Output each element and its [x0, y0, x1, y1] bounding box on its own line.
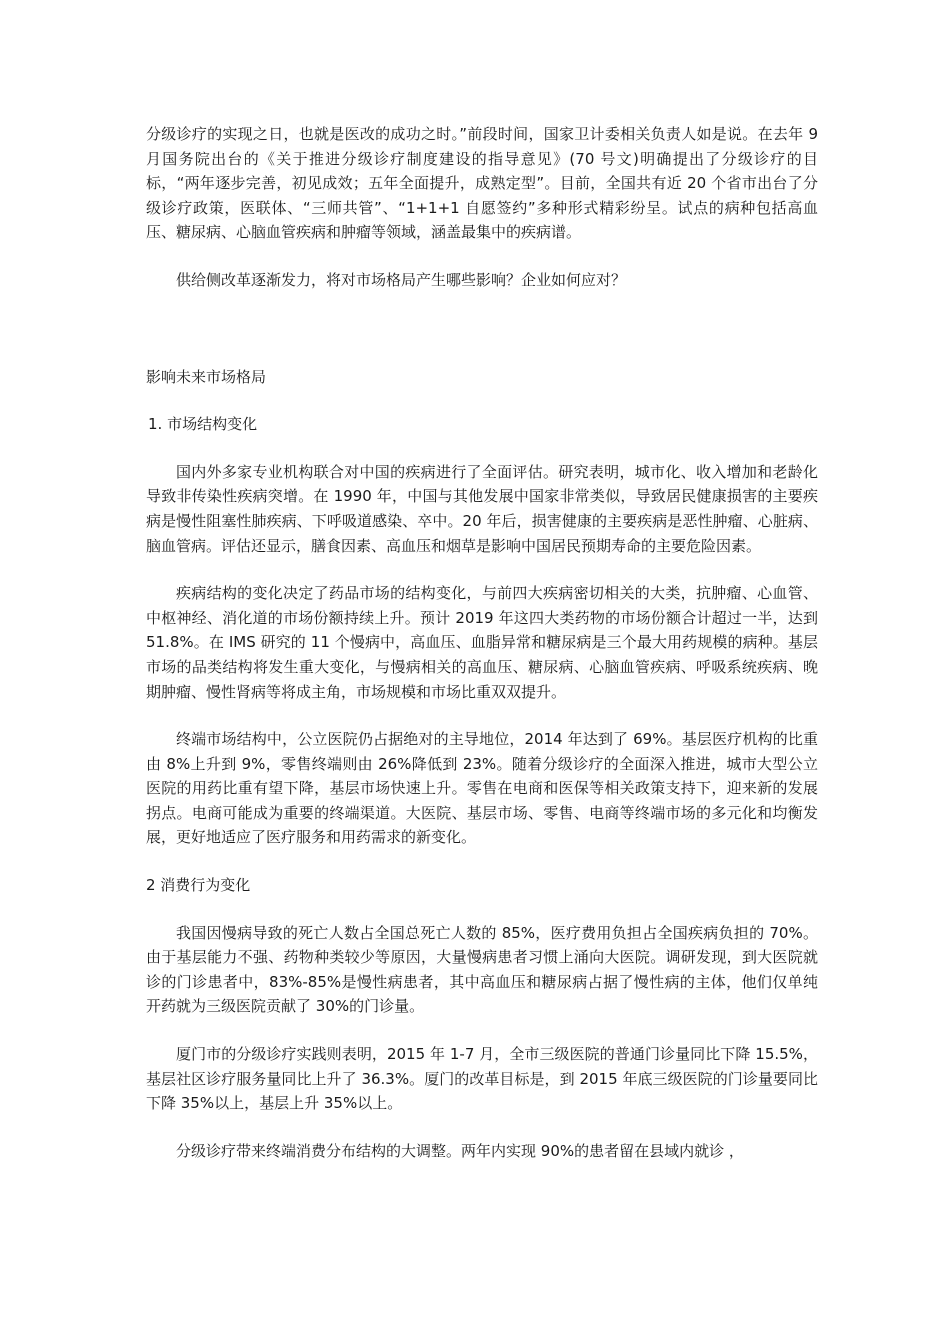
heading-market-structure: 1. 市场结构变化	[148, 415, 258, 434]
section-title: 影响未来市场格局	[146, 367, 267, 386]
document-body	[146, 122, 818, 1163]
heading-consumer-behavior: 2 消费行为变化	[146, 876, 251, 895]
paragraph-question: 供给侧改革逐渐发力，将对市场格局产生哪些影响？企业如何应对？	[176, 270, 627, 289]
paragraph-xiamen: 厦门市的分级诊疗实践则表明，2015 年 1-7 月，全市三级医院的普通门诊量同比下降 15.5%，基层社区诊疗服务量同比上升了 36.3%。厦门的改革目标是，到 2015 年底三级医院的门诊量要同比下降 35%以上，基层上升 35%以上。	[146, 1045, 818, 1113]
paragraph-disease-assessment: 国内外多家专业机构联合对中国的疾病进行了全面评估。研究表明，城市化、收入增加和老龄化导致非传染性疾病突增。在 1990 年，中国与其他发展中国家非常类似，导致居民健康损害的主要疾病是慢性阻塞性肺疾病、下呼吸道感染、卒中。20 年后，损害健康的主要疾病是恶性肿瘤、心脏病、脑血管病。评估还显示，膳食因素、高血压和烟草是影响中国居民预期寿命的主要危险因素。	[146, 462, 818, 555]
paragraph-terminal-market: 终端市场结构中，公立医院仍占据绝对的主导地位，2014 年达到了 69%。基层医疗机构的比重由 8%上升到 9%，零售终端则由 26%降低到 23%。随着分级诊疗的全面深入推进，城市大型公立医院的用药比重有望下降，基层市场快速上升。零售在电商和医保等相关政策支持下，迎来新的发展拐点。电商可能成为重要的终端渠道。大医院、基层市场、零售、电商等终端市场的多元化和均衡发展，更好地适应了医疗服务和用药需求的新变化。	[146, 730, 818, 847]
paragraph-intro: 分级诊疗的实现之日，也就是医改的成功之时。”前段时间，国家卫计委相关负责人如是说。在去年 9 月国务院出台的《关于推进分级诊疗制度建设的指导意见》(70 号文)明确提出了分级诊疗的目标，“两年逐步完善，初见成效；五年全面提升，成熟定型”。目前，全国共有近 20 个省市出台了分级诊疗政策，医联体、“三师共管”、“1+1+1 自愿签约”多种形式精彩纷呈。试点的病种包括高血压、糖尿病、心脑血管疾病和肿瘤等领域，涵盖最集中的疾病谱。	[146, 125, 818, 242]
paragraph-drug-market: 疾病结构的变化决定了药品市场的结构变化，与前四大疾病密切相关的大类，抗肿瘤、心血管、中枢神经、消化道的市场份额持续上升。预计 2019 年这四大类药物的市场份额合计超过一半，达到 51.8%。在 IMS 研究的 11 个慢病中，高血压、血脂异常和糖尿病是三个最大用药规模的病种。基层市场的品类结构将发生重大变化，与慢病相关的高血压、糖尿病、心脑血管疾病、呼吸系统疾病、晚期肿瘤、慢性肾病等将成主角，市场规模和市场比重双双提升。	[146, 584, 818, 701]
paragraph-chronic-disease: 我国因慢病导致的死亡人数占全国总死亡人数的 85%，医疗费用负担占全国疾病负担的 70%。由于基层能力不强、药物种类较少等原因，大量慢病患者习惯上涌向大医院。调研发现，到大医院就诊的门诊患者中，83%-85%是慢性病患者，其中高血压和糖尿病占据了慢性病的主体，他们仅单纯开药就为三级医院贡献了 30%的门诊量。	[146, 923, 818, 1016]
paragraph-tiered-treatment: 分级诊疗带来终端消费分布结构的大调整。两年内实现 90%的患者留在县域内就诊 ，	[176, 1141, 744, 1160]
